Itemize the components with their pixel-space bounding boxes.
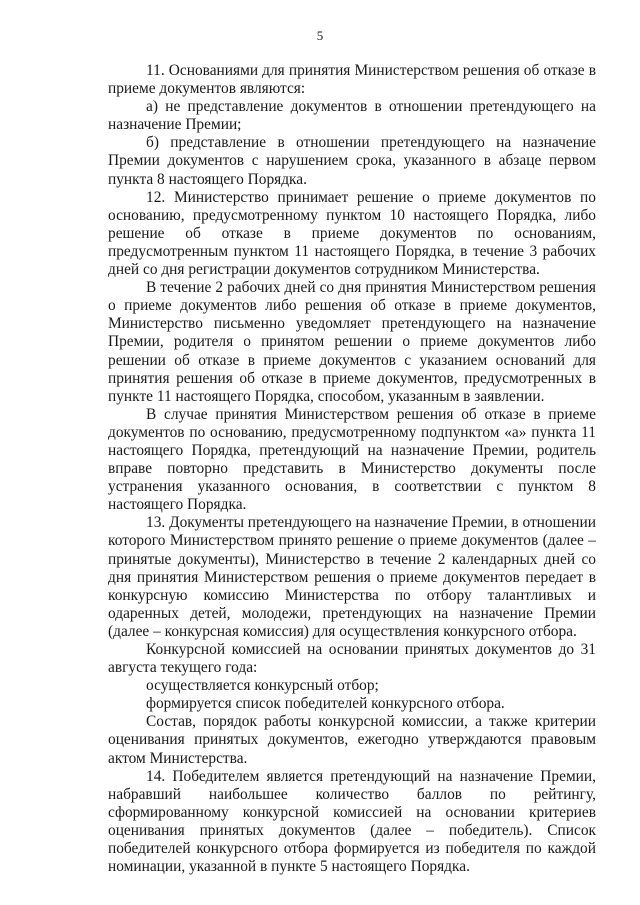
- paragraph-13-winners-list: формируется список победителей конкурсного отбора.: [146, 695, 505, 713]
- paragraph-11: 11. Основаниями для принятия Министерством решения об отказе в приеме документов являются:: [108, 62, 596, 98]
- page-number: 5: [316, 28, 324, 43]
- paragraph-11-b: б) представление в отношении претендующего на назначение Премии документов с нарушением срока, указанного в абзаце первом пункта 8 настоящего Порядка.: [108, 134, 596, 188]
- paragraph-12-resubmission: В случае принятия Министерством решения об отказе в приеме документов по основанию, предусмотренному подпунктом «а» пункта 11 настоящего Порядка, претендующий на назначение Премии, родитель вправе повторно представить в Министерство документы после устранения указанного основания, в соответствии с пунктом 8 настоящего Порядка.: [108, 405, 596, 514]
- paragraph-13-composition: Состав, порядок работы конкурсной комиссии, а также критерии оценивания принятых документов, ежегодно утверждаются правовым актом Министерства.: [108, 713, 596, 767]
- paragraph-13: 13. Документы претендующего на назначение Премии, в отношении которого Министерством принято решение о приеме документов (далее – принятые документы), Министерство в течение 2 календарных дней со дня принятия Министерством решения о приеме документов передает в конкурсную комиссию Министерства по отбору талантливых и одаренных детей, молодежи, претендующих на назначение Премии (далее – конкурсная комиссия) для осуществления конкурсного отбора.: [108, 514, 596, 640]
- paragraph-11-a: а) не представление документов в отношении претендующего на назначение Премии;: [108, 98, 596, 134]
- paragraph-13-selection: осуществляется конкурсный отбор;: [146, 677, 379, 695]
- paragraph-14: 14. Победителем является претендующий на назначение Премии, набравший наибольшее количество баллов по рейтингу, сформированному конкурсной комиссией на основании критериев оценивания принятых документов (далее – победитель). Список победителей конкурсного отбора формируется из победителя по каждой номинации, указанной в пункте 5 настоящего Порядка.: [108, 767, 596, 876]
- paragraph-12-notification: В течение 2 рабочих дней со дня принятия Министерством решения о приеме документов либо решения об отказе в приеме документов, Министерство письменно уведомляет претендующего на назначение Премии, родителя о принятом решении о приеме документов либо решении об отказе в приеме документов с указанием оснований для принятия решения об отказе в приеме документов, предусмотренных в пункте 11 настоящего Порядка, способом, указанным в заявлении.: [108, 279, 596, 405]
- document-body: [108, 62, 596, 876]
- paragraph-13-commission: Конкурсной комиссией на основании принятых документов до 31 августа текущего года:: [108, 641, 596, 677]
- paragraph-12: 12. Министерство принимает решение о приеме документов по основанию, предусмотренному пунктом 10 настоящего Порядка, либо решение об отказе в приеме документов по основаниям, предусмотренным пунктом 11 настоящего Порядка, в течение 3 рабочих дней со дня регистрации документов сотрудником Министерства.: [108, 188, 596, 279]
